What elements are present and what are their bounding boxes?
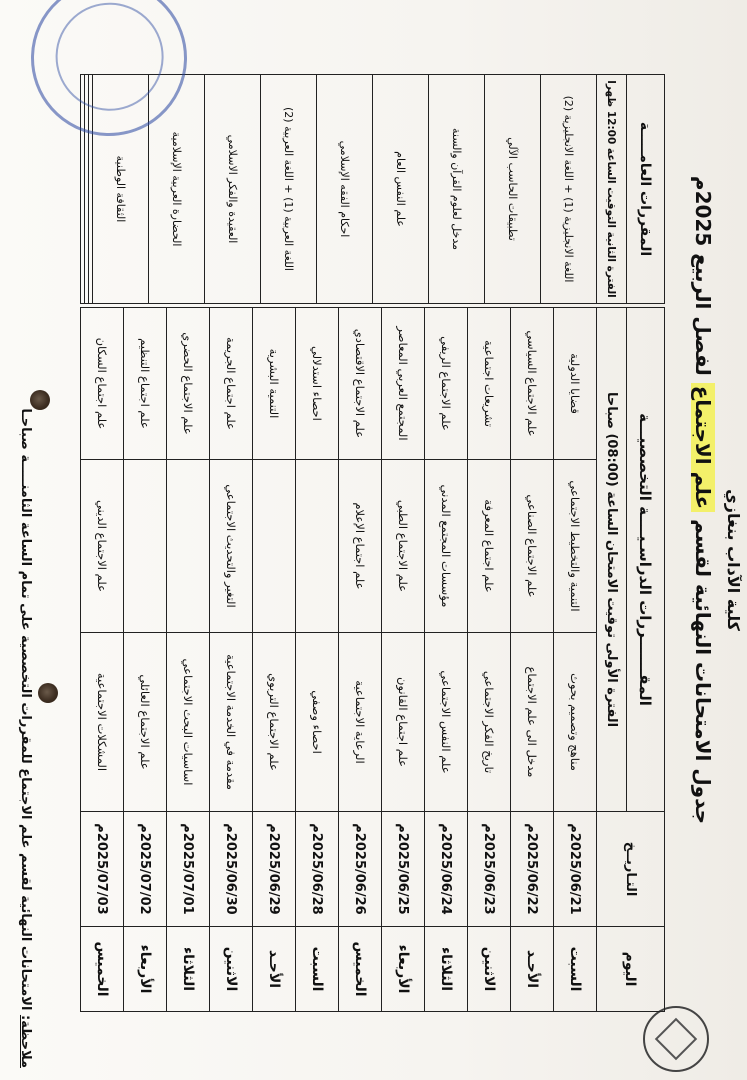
course-cell: علم الاجتماع الحضري [167,308,210,460]
note-label: ملاحظة: [18,1014,33,1068]
day-cell: الثلاثاء [425,927,468,1012]
general-course-cell: العقيدة والفكر الاسلامي [205,75,261,304]
day-cell: الأربعاء [124,927,167,1012]
table-row [210,308,253,1012]
course-cell: علم الاجتماع الصناعي [511,459,554,632]
course-cell: احصاء وصفي [296,633,339,812]
general-course-cell: علم النفس العام [373,75,429,304]
course-cell [124,459,167,632]
date-cell: 2025/06/30م [210,812,253,927]
table-row [205,75,261,304]
course-cell: التغير والتحديث الاجتماعي [210,459,253,632]
course-cell: تشريعات اجتماعية [468,308,511,460]
table-row [485,75,541,304]
general-course-cell: الحضارة العربية الإسلامية [149,75,205,304]
course-cell: التنمية البشرية [253,308,296,460]
general-course-cell: مدخل لعلوم القرآن والسنة [429,75,485,304]
table-row [317,75,373,304]
date-cell: 2025/07/01م [167,812,210,927]
course-cell [253,459,296,632]
course-cell: مناهج وتصميم بحوث [554,633,597,812]
date-cell: 2025/06/25م [382,812,425,927]
course-cell: علم الاجتماع الريفي [425,308,468,460]
day-cell: الاثنين [210,927,253,1012]
general-course-cell: اللغة الانجليزية (1) + اللغة الانجليزية (2) [541,75,597,304]
col-day-header: اليوم [597,927,665,1012]
course-cell: اساسيات البحث الاجتماعي [167,633,210,812]
day-cell: الأربعاء [382,927,425,1012]
course-cell: المجتمع العربي المعاصر [382,308,425,460]
day-cell: السبت [296,927,339,1012]
faculty-name: كلية الآداب بنغازي [724,489,743,631]
course-cell: علم الاجتماع الطبي [382,459,425,632]
table-row [124,308,167,1012]
university-logo [643,1006,709,1072]
table-row [373,75,429,304]
date-cell: 2025/06/26م [339,812,382,927]
day-cell: الأحـد [253,927,296,1012]
general-table-title: المقررات العامـــــة [627,75,665,304]
date-cell: 2025/06/24م [425,812,468,927]
course-cell: المشكلات الاجتماعية [81,633,124,812]
date-cell: 2025/06/22م [511,812,554,927]
title-highlight: علم الاجتماع [691,383,715,512]
main-table-title: المقـــــــررات الدراسـيــــة التخصصيـــة [627,308,665,812]
col-date-header: التـاريــخ [597,812,665,927]
table-row [554,308,597,1012]
general-course-cell: تطبيقات الحاسب الآلي [485,75,541,304]
course-cell: علم اجتماع السكان [81,308,124,460]
specialized-courses-table [80,307,665,1012]
day-cell: الأحـد [511,927,554,1012]
day-cell: الخميس [81,927,124,1012]
course-cell: علم الاجتماع التربوي [253,633,296,812]
course-cell: احصاء استدلالي [296,308,339,460]
general-course-cell: احكام الفقه الإسلامي [317,75,373,304]
date-cell: 2025/06/28م [296,812,339,927]
note-text: الامتحانات النهائية لقسم علم الاجتماع للمقررات التخصصية على تمام الساعة الثامنـــــة صباحـا [18,408,33,1011]
course-cell: تاريخ الفكر الاجتماعي [468,633,511,812]
date-cell: 2025/06/23م [468,812,511,927]
general-table-subtitle: الفترة الثانية التوقيت الساعة 12:00 ظهرا [597,75,627,304]
main-table-subtitle: الفترة الأولى توقيت الامتحان الساعة (08:00) صباحا [597,308,627,812]
date-cell: 2025/07/03م [81,812,124,927]
day-cell: الثلاثاء [167,927,210,1012]
course-cell: مقدمة في الخدمة الاجتماعية [210,633,253,812]
table-row [261,75,317,304]
course-cell: علم الاجتماع السياسي [511,308,554,460]
general-course-cell: الثقافة الوطنية [93,75,149,304]
table-row [253,308,296,1012]
table-row [541,75,597,304]
general-course-cell: اللغة العربية (1) + اللغة العربية (2) [261,75,317,304]
course-cell: علم اجتماع التنظيم [124,308,167,460]
day-cell: السبت [554,927,597,1012]
course-cell [296,459,339,632]
date-cell: 2025/06/29م [253,812,296,927]
course-cell: علم النفس الاجتماعي [425,633,468,812]
course-cell: الرعاية الاجتماعية [339,633,382,812]
table-row [167,308,210,1012]
course-cell: مؤسسات المجتمع المدني [425,459,468,632]
course-cell: علم اجتماع القانون [382,633,425,812]
date-cell: 2025/06/21م [554,812,597,927]
course-cell: التنمية والتخطيط الاجتماعي [554,459,597,632]
table-row [81,308,124,1012]
day-cell: الخميس [339,927,382,1012]
table-row [296,308,339,1012]
title-part1: جدول الامتحانات النهائية لقسم [691,519,715,825]
day-cell: الاثنين [468,927,511,1012]
course-cell: مدخل الى علم الاجتماع [511,633,554,812]
course-cell: علم اجتماع المعرفة [468,459,511,632]
table-row [468,308,511,1012]
course-cell: علم الاجتماع العائلي [124,633,167,812]
course-cell: علم الاجتماع الديني [81,459,124,632]
table-row [511,308,554,1012]
table-row [425,308,468,1012]
footer-note [18,58,33,1068]
title-part2: لفصل الربيع 2025م [691,175,715,376]
course-cell: علم الاجتماع الاقتصادي [339,308,382,460]
course-cell: قضايا الدولية [554,308,597,460]
table-row [382,308,425,1012]
table-row [429,75,485,304]
page-title [691,70,715,930]
date-cell: 2025/07/02م [124,812,167,927]
course-cell [167,459,210,632]
course-cell: علم اجتماع الجريمة [210,308,253,460]
course-cell: علم اجتماع الإعلام [339,459,382,632]
table-row [339,308,382,1012]
